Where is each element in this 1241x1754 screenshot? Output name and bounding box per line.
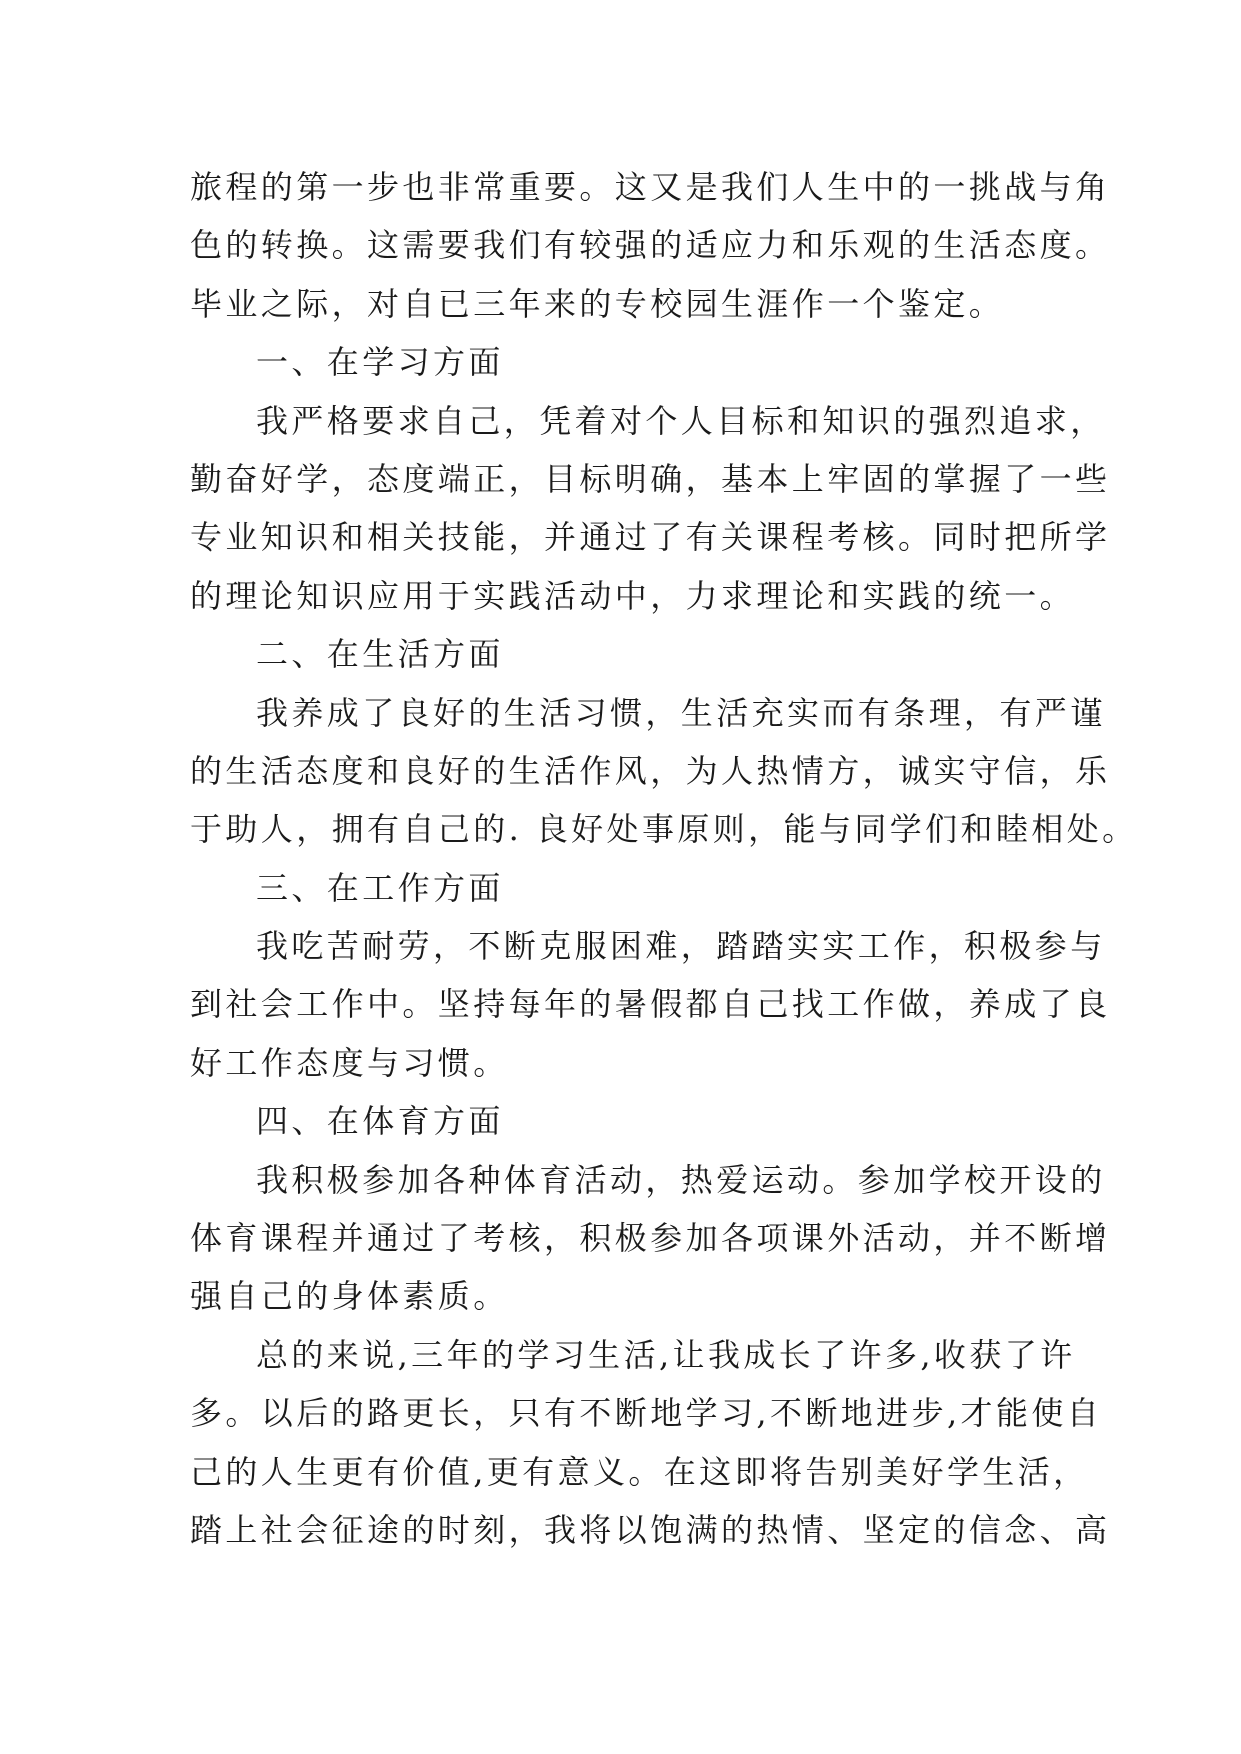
- text-line: 强自己的身体素质。: [190, 1277, 509, 1316]
- text-line: 三、在工作方面: [256, 868, 504, 907]
- text-line: 勤奋好学，态度端正，目标明确，基本上牢固的掌握了一些: [190, 459, 1111, 498]
- text-line: 专业知识和相关技能，并通过了有关课程考核。同时把所学: [190, 518, 1111, 557]
- text-line: 踏上社会征途的时刻，我将以饱满的热情、坚定的信念、高: [190, 1510, 1111, 1549]
- text-line: 我严格要求自己，凭着对个人目标和知识的强烈追求，: [256, 401, 1106, 440]
- text-line: 一、在学习方面: [256, 343, 504, 382]
- text-line: 己的人生更有价值,更有意义。在这即将告别美好学生活，: [190, 1452, 1089, 1491]
- text-line: 的理论知识应用于实践活动中，力求理论和实践的统一。: [190, 576, 1076, 615]
- text-line: 我吃苦耐劳，不断克服困难，踏踏实实工作，积极参与: [256, 927, 1106, 966]
- text-line: 多。以后的路更长，只有不断地学习,不断地进步,才能使自: [190, 1394, 1103, 1433]
- text-line: 我积极参加各种体育活动，热爱运动。参加学校开设的: [256, 1160, 1106, 1199]
- text-line: 毕业之际，对自已三年来的专校园生涯作一个鉴定。: [190, 284, 1005, 323]
- text-line: 二、在生活方面: [256, 635, 504, 674]
- text-line: 的生活态度和良好的生活作风，为人热情方，诚实守信，乐: [190, 751, 1111, 790]
- text-line: 到社会工作中。坚持每年的暑假都自己找工作做，养成了良: [190, 985, 1111, 1024]
- text-line: 好工作态度与习惯。: [190, 1043, 509, 1082]
- text-line: 总的来说,三年的学习生活,让我成长了许多,收获了许: [256, 1335, 1076, 1374]
- text-line: 于助人，拥有自己的. 良好处事原则，能与同学们和睦相处。: [190, 810, 1138, 849]
- text-line: 色的转换。这需要我们有较强的适应力和乐观的生活态度。: [190, 226, 1111, 265]
- text-line: 体育课程并通过了考核，积极参加各项课外活动，并不断增: [190, 1219, 1111, 1258]
- document-body: [190, 158, 1138, 1559]
- text-line: 四、在体育方面: [256, 1102, 504, 1141]
- text-line: 旅程的第一步也非常重要。这又是我们人生中的一挑战与角: [190, 168, 1111, 206]
- text-line: 我养成了良好的生活习惯，生活充实而有条理，有严谨: [256, 693, 1106, 732]
